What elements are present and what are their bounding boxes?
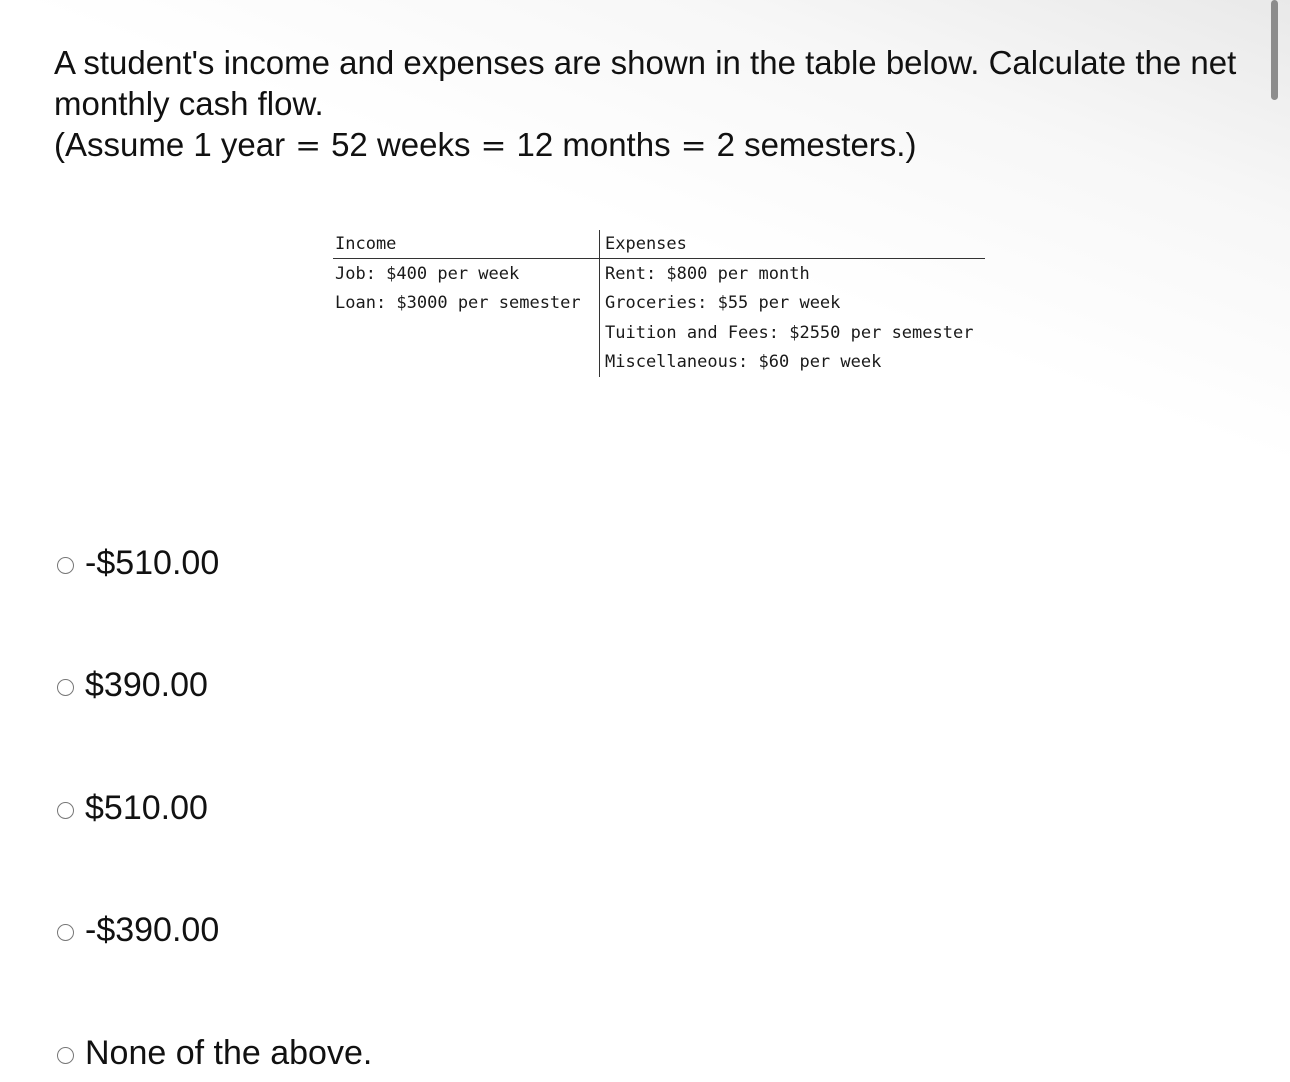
- table-row: [333, 318, 985, 348]
- assumption-weeks: 52 weeks: [331, 126, 471, 163]
- expenses-header: Expenses: [600, 230, 986, 259]
- income-cell: Job: $400 per week: [335, 263, 520, 284]
- answer-options: [57, 538, 372, 1078]
- expense-cell: Miscellaneous: $60 per week: [600, 348, 986, 378]
- radio-button-icon[interactable]: [57, 924, 74, 941]
- assumption-year: (Assume 1 year: [54, 126, 286, 163]
- radio-button-icon[interactable]: [57, 679, 74, 696]
- option-neg-390[interactable]: [57, 906, 372, 956]
- option-label: -$390.00: [85, 911, 220, 949]
- table-header-row: [333, 230, 985, 259]
- option-390[interactable]: [57, 661, 372, 711]
- option-neg-510[interactable]: [57, 538, 372, 588]
- assumption-months: 12 months: [516, 126, 671, 163]
- scrollbar-thumb[interactable]: [1271, 0, 1278, 100]
- equals-sign: =: [295, 128, 322, 164]
- option-label: None of the above.: [85, 1033, 373, 1072]
- question-prompt: A student's income and expenses are shown in the table below. Calculate the net monthly cash flow.: [54, 44, 1237, 122]
- expense-cell: Rent: $800 per month: [600, 259, 986, 289]
- option-label: -$510.00: [85, 543, 220, 582]
- option-label: $390.00: [85, 666, 208, 704]
- question-text: [54, 42, 1244, 167]
- option-510[interactable]: [57, 783, 372, 833]
- assumption-semesters: 2 semesters.): [716, 126, 917, 163]
- radio-button-icon[interactable]: [57, 802, 74, 819]
- table: [333, 230, 985, 377]
- table-row: [333, 259, 985, 289]
- radio-button-icon[interactable]: [57, 1047, 74, 1064]
- income-cell: [333, 348, 600, 378]
- income-cell: [333, 318, 600, 348]
- equals-sign: =: [480, 128, 507, 164]
- expense-cell: Groceries: $55 per week: [600, 289, 986, 319]
- income-expenses-table: [333, 230, 985, 377]
- expense-cell: Tuition and Fees: $2550 per semester: [600, 318, 986, 348]
- radio-button-icon[interactable]: [57, 557, 74, 574]
- assumption-line: [54, 124, 1244, 167]
- option-label: $510.00: [85, 788, 208, 827]
- table-row: [333, 348, 985, 378]
- income-cell: Loan: $3000 per semester: [335, 293, 581, 314]
- income-header: Income: [333, 230, 600, 259]
- table-row: [333, 289, 985, 319]
- equals-sign: =: [680, 128, 707, 164]
- option-none-of-the-above[interactable]: [57, 1028, 372, 1078]
